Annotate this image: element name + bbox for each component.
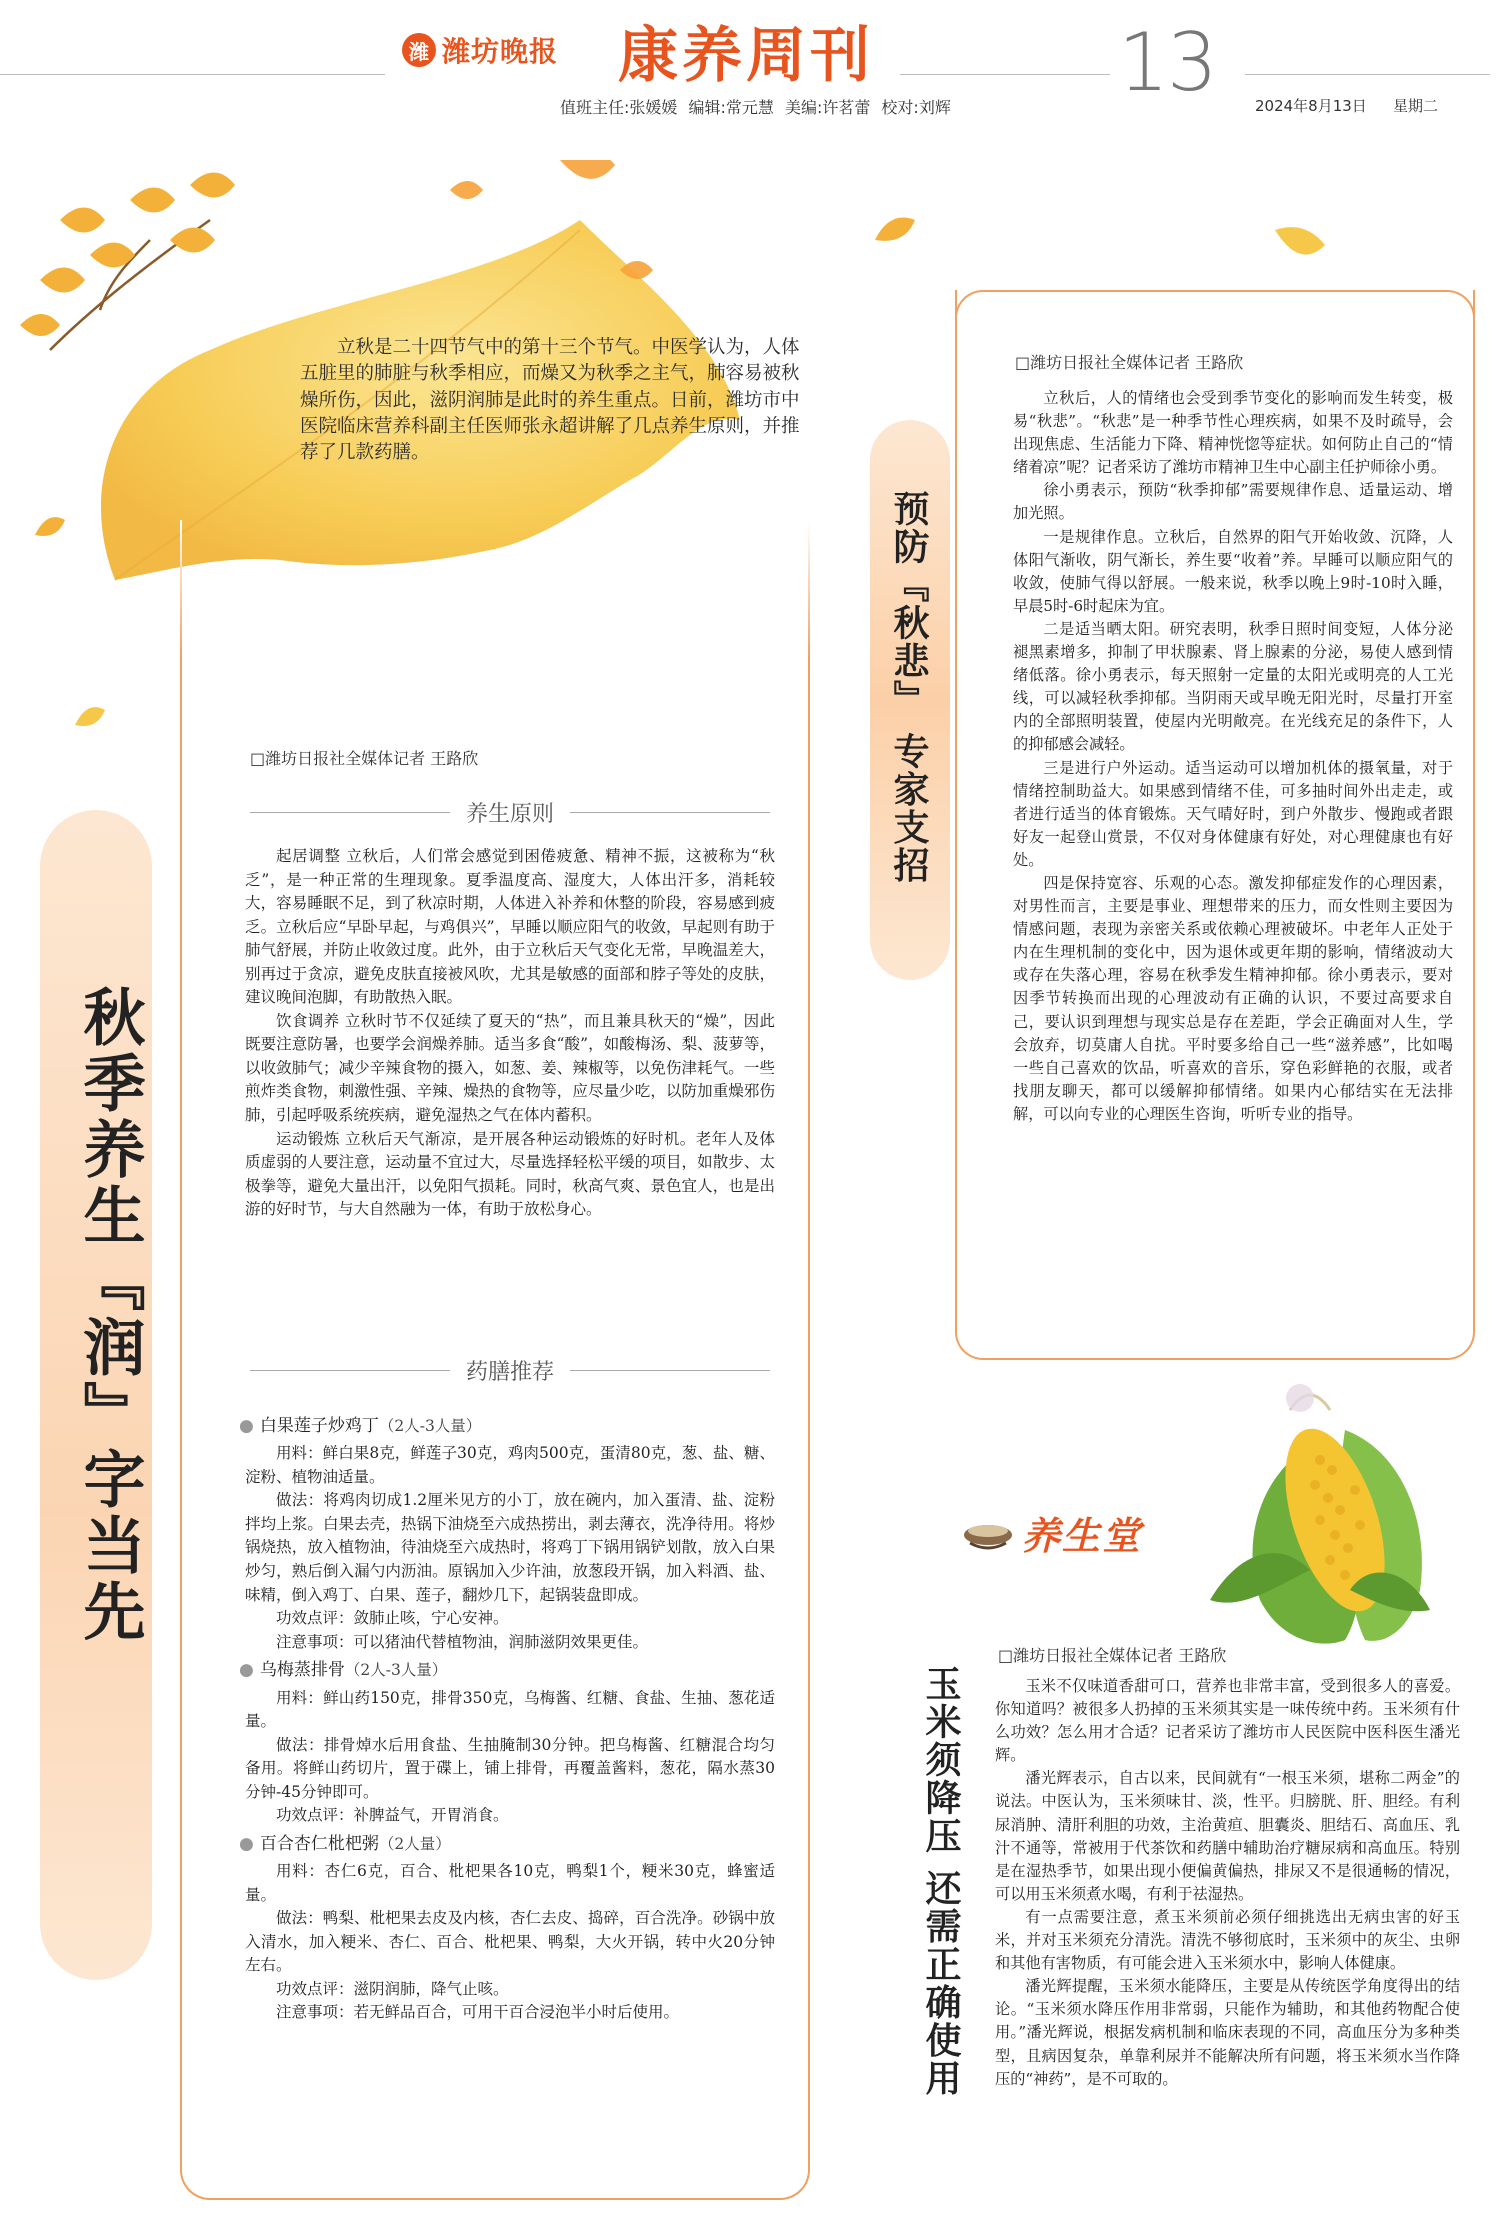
paragraph: 潘光辉表示，自古以来，民间就有“一根玉米须，堪称二两金”的说法。中医认为，玉米须味甘、淡，性平。归膀胱、肝、胆经。有利尿消肿、清肝利胆的功效，主治黄疸、胆囊炎、胆结石、高血压、乳汁不通等，常被用于代茶饮和药膳中辅助治疗糖尿病和高血压。特别是在湿热季节，如果出现小便偏黄偏热，排尿又不是很通畅的情况，可以用玉米须煮水喝，有利于祛湿热。 (995, 1769, 1460, 1903)
recipe-name: 百合杏仁枇杷粥 (259, 1833, 379, 1854)
issue-weekday: 星期二 (1393, 97, 1439, 115)
section-title: 康养周刊 (618, 21, 874, 91)
ginkgo-leaf-icon (870, 210, 920, 250)
recipe-line: 做法：排骨焯水后用食盐、生抽腌制30分钟。把乌梅酱、红糖混合均匀备用。将鲜山药切片，置于碟上，铺上排骨，再覆盖酱料，葱花，隔水蒸30分钟-45分钟即可。 (245, 1735, 775, 1801)
heading-rule (570, 812, 770, 813)
recipes-body (239, 1410, 775, 2025)
recipe-servings: （2人量） (378, 1834, 451, 1853)
paragraph: 有一点需要注意，煮玉米须前必须仔细挑选出无病虫害的好玉米，并对玉米须充分清洗。清洗不够彻底时，玉米须中的灰尘、虫卵和其他有害物质，有可能会进入玉米须水中，影响人体健康。 (995, 1907, 1460, 1973)
recipe-title (239, 1410, 775, 1442)
corn-article-byline: □潍坊日报社全媒体记者 王路欣 (998, 1646, 1227, 1665)
left-article-byline: □潍坊日报社全媒体记者 王路欣 (250, 749, 479, 768)
paragraph: 二是适当晒太阳。研究表明，秋季日照时间变短，人体分泌褪黑素增多，抑制了甲状腺素、肾上腺素的分泌，易使人感到情绪低落。徐小勇表示，每天照射一定量的太阳光或明亮的人工光线，可以减轻秋季抑郁。当阴雨天或早晚无阳光时，尽量打开室内的全部照明装置，使屋内光明敞亮。在光线充足的条件下，人的抑郁感会减轻。 (1013, 619, 1453, 754)
masthead-rule (1245, 74, 1490, 75)
column-logo-text: 养生堂 (1022, 1513, 1143, 1558)
section-heading-label: 药膳推荐 (466, 1360, 555, 1385)
masthead-rule (0, 74, 385, 75)
tea-bowl-icon (960, 1513, 1016, 1553)
recipe-line: 用料：鲜白果8克，鲜莲子30克，鸡肉500克，蛋清80克，葱、盐、糖、淀粉、植物油适量。 (245, 1444, 775, 1486)
corn-article-body (995, 1675, 1460, 2091)
heading-rule (250, 812, 450, 813)
recipe-line: 功效点评：滋阴润肺，降气止咳。 (276, 1979, 509, 1998)
masthead-rule (900, 74, 1110, 75)
corn-article-title: 玉米须降压 还需正确使用 (920, 1665, 962, 2098)
recipe-line: 做法：将鸡肉切成1.2厘米见方的小丁，放在碗内，加入蛋清、盐、淀粉拌均上浆。白果去壳，热锅下油烧至六成热捞出，剥去薄衣，洗净待用。将炒锅烧热，放入植物油，待油烧至六成热时，将鸡丁下锅用锅铲划散，放入白果炒匀，熟后倒入漏勺内沥油。原锅加入少许油，放葱段开锅，加入料酒、盐、味精，倒入鸡丁、白果、莲子，翻炒几下，起锅装盘即成。 (245, 1491, 775, 1604)
left-article-title: 秋季养生『润』字当先 (73, 985, 146, 1645)
recipe-line: 做法：鸭梨、枇杷果去皮及内核，杏仁去皮、捣碎，百合洗净。砂锅中放入清水，加入粳米、杏仁、百合、枇杷果、鸭梨，大火开锅，转中火20分钟左右。 (245, 1909, 775, 1975)
lead-paragraph (300, 335, 800, 466)
right-article-body (1013, 387, 1453, 1126)
recipe-line: 用料：杏仁6克，百合、枇杷果各10克，鸭梨1个，粳米30克，蜂蜜适量。 (245, 1862, 775, 1904)
ginkgo-leaf-icon (70, 700, 110, 735)
right-article-byline: □潍坊日报社全媒体记者 王路欣 (1015, 353, 1244, 372)
principles-body (245, 845, 775, 1222)
paper-logo-icon: 潍 (402, 33, 436, 67)
paragraph: 徐小勇表示，预防“秋季抑郁”需要规律作息、适量运动、增加光照。 (1013, 481, 1453, 523)
bullet-icon: ● (239, 1416, 254, 1436)
recipe-line: 用料：鲜山药150克，排骨350克，乌梅酱、红糖、食盐、生抽、葱花适量。 (245, 1688, 775, 1731)
paper-name: 潍坊晚报 (442, 35, 559, 68)
paragraph: 运动锻炼 立秋后天气渐凉，是开展各种运动锻炼的好时机。老年人及体质虚弱的人要注意，运动量不宜过大，尽量选择轻松平缓的项目，如散步、太极拳等，避免大量出汗，以免阳气损耗。同时，秋高气爽、景色宜人，也是出游的好时节，与大自然融为一体，有助于放松身心。 (245, 1129, 775, 1219)
recipe-line: 注意事项：若无鲜品百合，可用干百合浸泡半小时后使用。 (276, 2003, 680, 2022)
recipe-line: 注意事项：可以猪油代替植物油，润肺滋阴效果更佳。 (276, 1632, 649, 1651)
right-article-title: 预防『秋悲』 专家支招 (888, 490, 930, 885)
corn-illustration (1170, 1370, 1490, 1660)
recipe-name: 白果莲子炒鸡丁 (259, 1416, 379, 1436)
recipe-line: 功效点评：敛肺止咳，宁心安神。 (276, 1609, 509, 1628)
paragraph: 三是进行户外运动。适当运动可以增加机体的摄氧量，对于情绪控制助益大。如果感到情绪不佳，可多抽时间外出走走，或者进行适当的体育锻炼。天气晴好时，到户外散步、慢跑或者跟好友一起登山赏景，不仅对身体健康有好处，对心理健康也有好处。 (1013, 758, 1453, 869)
paragraph: 四是保持宽容、乐观的心态。激发抑郁症发作的心理因素，对男性而言，主要是事业、理想带来的压力，而女性则主要因为情感问题，表现为亲密关系或依赖心理被破坏。中老年人正处于内在生理机制的变化中，因为退休或更年期的影响，情绪波动大或存在失落心理，容易在秋季发生精神抑郁。徐小勇表示，要对因季节转换而出现的心理波动有正确的认识，不要过高要求自己，要认识到理想与现实总是存在差距，学会正确面对人生，学会放弃，切莫庸人自扰。平时要多给自己一些“滋养感”，比如喝一些自己喜欢的饮品，听喜欢的音乐，穿色彩鲜艳的衣服，或者找朋友聊天，都可以缓解抑郁情绪。如果内心郁结实在无法排解，可以向专业的心理医生咨询，听听专业的指导。 (1013, 873, 1453, 1123)
paragraph: 玉米不仅味道香甜可口，营养也非常丰富，受到很多人的喜爱。你知道吗？被很多人扔掉的玉米须其实是一味传统中药。玉米须有什么功效？怎么用才合适？记者采访了潍坊市人民医院中医科医生潘光辉。 (995, 1677, 1460, 1765)
ginkgo-leaf-icon (30, 510, 70, 545)
recipe-line: 功效点评：补脾益气，开胃消食。 (276, 1806, 509, 1825)
page-number: 13 (1118, 16, 1216, 109)
lead-text: 立秋是二十四节气中的第十三个节气。中医学认为，人体五脏里的肺脏与秋季相应，而燥又为秋季之主气，肺容易被秋燥所伤，因此，滋阴润肺是此时的养生重点。日前，潍坊市中医院临床营养科副主任医师张永超讲解了几点养生原则，并推荐了几款药膳。 (300, 337, 800, 464)
paragraph: 潘光辉提醒，玉米须水能降压，主要是从传统医学角度得出的结论。“玉米须水降压作用非常弱，只能作为辅助，和其他药物配合使用。”潘光辉说，根据发病机制和临床表现的不同，高血压分为多种类型，且病因复杂，单靠利尿并不能解决所有问题，将玉米须水当作降压的“神药”，是不可取的。 (995, 1977, 1460, 2088)
paper-logo (402, 30, 558, 70)
recipe-name: 乌梅蒸排骨 (259, 1660, 345, 1681)
heading-rule (570, 1370, 770, 1371)
recipe-servings: （2人-3人量） (378, 1417, 482, 1435)
recipe-title (239, 1654, 775, 1686)
heading-rule (250, 1370, 450, 1371)
issue-date: 2024年8月13日 (1255, 97, 1367, 115)
ginkgo-leaf-icon (1270, 220, 1330, 270)
staff-line: 值班主任:张媛媛 编辑:常元慧 美编:许茗蕾 校对:刘辉 (560, 98, 951, 117)
paragraph: 起居调整 立秋后，人们常会感觉到困倦疲惫、精神不振，这被称为“秋乏”，是一种正常的生理现象。夏季温度高、湿度大，人体出汗多，消耗较大，容易睡眠不足，到了秋凉时期，人体进入补养和休整的阶段，容易感到疲乏。立秋后应“早卧早起，与鸡俱兴”，早睡以顺应阳气的收敛，早起则有助于肺气舒展，并防止收敛过度。此外，由于立秋后天气变化无常，早晚温差大，别再过于贪凉，避免皮肤直接被风吹，尤其是敏感的面部和脖子等处的皮肤，建议晚间泡脚，有助散热入眠。 (245, 847, 775, 1007)
bullet-icon: ● (239, 1660, 254, 1681)
paragraph: 饮食调养 立秋时节不仅延续了夏天的“热”，而且兼具秋天的“燥”，因此既要注意防暑，也要学会润燥养肺。适当多食“酸”，如酸梅汤、梨、菠萝等，以收敛肺气；减少辛辣食物的摄入，如葱、姜、辣椒等，以免伤津耗气。一些煎炸类食物，刺激性强、辛辣、燥热的食物等，应尽量少吃，以防加重燥邪伤肺，引起呼吸系统疾病，避免湿热之气在体内蓄积。 (245, 1011, 775, 1125)
recipe-servings: （2人-3人量） (344, 1661, 448, 1680)
section-heading-principles (250, 797, 770, 828)
bullet-icon: ● (239, 1833, 254, 1854)
paragraph: 立秋后，人的情绪也会受到季节变化的影响而发生转变，极易“秋悲”。“秋悲”是一种季节性心理疾病，如果不及时疏导，会出现焦虑、生活能力下降、精神恍惚等症状。如何防止自己的“情绪着凉”呢？记者采访了潍坊市精神卫生中心副主任护师徐小勇。 (1013, 389, 1453, 477)
section-heading-recipes (250, 1355, 770, 1386)
column-logo (960, 1505, 1142, 1560)
recipe-title (239, 1828, 775, 1860)
paragraph: 一是规律作息。立秋后，自然界的阳气开始收敛、沉降，人体阳气渐收，阴气渐长，养生要“收着”养。早睡可以顺应阳气的收敛，使肺气得以舒展。一般来说，秋季以晚上9时-10时入睡，早晨5时-6时起床为宜。 (1013, 527, 1453, 615)
section-heading-label: 养生原则 (466, 802, 555, 827)
